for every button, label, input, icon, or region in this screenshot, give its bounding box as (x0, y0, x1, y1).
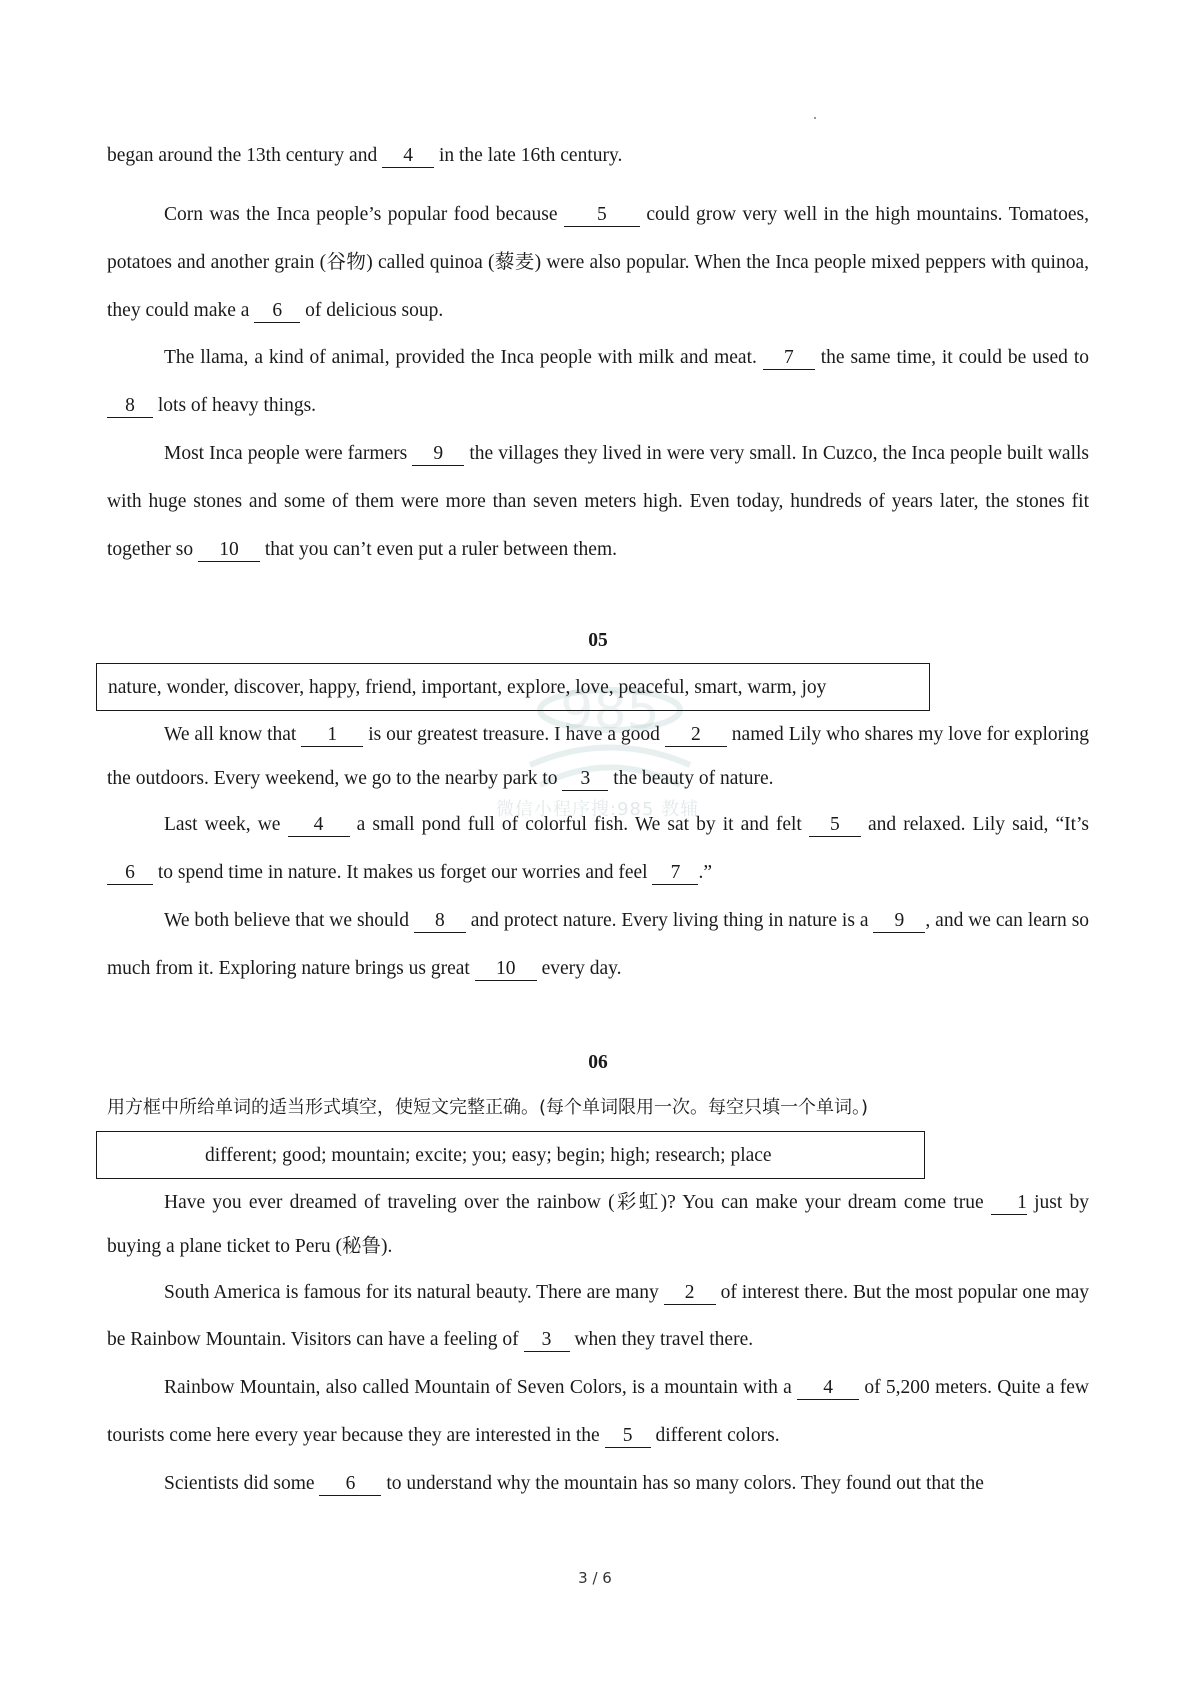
text: and relaxed. Lily said, “It’s (867, 814, 1090, 836)
text: the villages they lived in were very small. In Cuzco, the Inca people built walls with huge stones and some of them were more than seven meters high. Even today, hundreds of years later, the stones fit together so (107, 442, 1089, 560)
answer-blank[interactable]: 7 (763, 347, 815, 370)
text: began around the 13th century and (107, 145, 378, 166)
text: of interest there. But the most popular one may be Rainbow Mountain. Visitors can have a feeling of (107, 1281, 1090, 1351)
paragraph (107, 1269, 1089, 1365)
answer-blank[interactable]: 3 (524, 1329, 570, 1352)
answer-blank[interactable]: 10 (198, 539, 260, 562)
text: Have you ever dreamed of traveling over the rainbow (彩虹)? You can make your dream come true (164, 1191, 984, 1213)
text: lots of heavy things. (157, 395, 317, 417)
answer-blank[interactable]: 9 (412, 443, 464, 466)
answer-blank[interactable]: 6 (107, 862, 153, 885)
text: a small pond full of colorful fish. We sat by it and felt (356, 814, 802, 836)
paragraph (107, 1181, 1089, 1269)
word-bank-box (96, 663, 930, 711)
answer-blank[interactable]: 3 (562, 768, 608, 791)
text: every day. (541, 957, 622, 979)
text: the beauty of nature. (613, 768, 774, 790)
answer-blank[interactable]: 6 (254, 300, 300, 323)
paragraph (107, 191, 1089, 334)
text: We all know that (164, 724, 297, 746)
answer-blank[interactable]: 9 (873, 910, 925, 933)
paragraph (107, 897, 1089, 993)
text: and protect nature. Every living thing in nature is a (470, 909, 869, 931)
text: , and we can learn so much from it. Exploring nature brings us great (107, 909, 1090, 979)
answer-blank[interactable]: 2 (664, 1282, 716, 1305)
document-content (107, 144, 1089, 1508)
stray-dot (814, 117, 816, 119)
answer-blank[interactable]: 8 (107, 395, 153, 418)
answer-blank[interactable]: 1 (991, 1192, 1027, 1215)
text: just by buying a plane ticket to Peru (秘鲁). (107, 1191, 1089, 1257)
section-number: 05 (588, 630, 608, 652)
answer-blank[interactable]: 4 (288, 814, 350, 837)
text: in the late 16th century. (438, 145, 623, 166)
text: We both believe that we should (164, 909, 409, 931)
text: named Lily who shares my love for exploring the outdoors. Every weekend, we go to the nearby park to (107, 724, 1090, 790)
answer-blank[interactable]: 4 (382, 145, 434, 168)
answer-blank[interactable]: 5 (605, 1425, 651, 1448)
paragraph (107, 1364, 1089, 1460)
answer-blank[interactable]: 5 (809, 814, 861, 837)
text: Last week, we (164, 814, 281, 836)
answer-blank[interactable]: 8 (414, 910, 466, 933)
answer-blank[interactable]: 6 (319, 1473, 381, 1496)
word-bank-text: nature, wonder, discover, happy, friend, important, explore, love, peaceful, smart, warm, joy (108, 677, 827, 699)
text: is our greatest treasure. I have a good (368, 724, 660, 746)
text: South America is famous for its natural beauty. There are many (164, 1281, 659, 1303)
paragraph (107, 144, 1089, 168)
paragraph (107, 430, 1089, 573)
text: could grow very well in the high mountains. Tomatoes, potatoes and another grain (谷物) called quinoa (藜麦) were also popular. When the Inca people mixed peppers with quinoa, they could make a (107, 204, 1089, 321)
text: when they travel there. (574, 1329, 754, 1351)
paragraph (107, 801, 1089, 897)
answer-blank[interactable]: 4 (797, 1377, 859, 1400)
text: that you can’t even put a ruler between them. (264, 538, 617, 560)
answer-blank[interactable]: 2 (665, 724, 727, 747)
text: Rainbow Mountain, also called Mountain of Seven Colors, is a mountain with a (164, 1377, 792, 1399)
section-number: 06 (588, 1051, 608, 1073)
answer-blank[interactable]: 5 (564, 204, 640, 227)
text: the same time, it could be used to (820, 347, 1090, 369)
text: of delicious soup. (305, 299, 444, 321)
text: of 5,200 meters. Quite a few tourists come here every year because they are interested in the (107, 1377, 1090, 1446)
text: to understand why the mountain has so many colors. They found out that the (386, 1472, 984, 1494)
text: .” (698, 862, 712, 884)
text: different colors. (655, 1424, 780, 1446)
text: The llama, a kind of animal, provided the Inca people with milk and meat. (164, 347, 757, 369)
paragraph (107, 713, 1089, 801)
answer-blank[interactable]: 7 (652, 862, 698, 885)
paragraph (107, 1460, 1089, 1508)
word-bank-text: different; good; mountain; excite; you; easy; begin; high; research; place (205, 1144, 772, 1166)
text: Most Inca people were farmers (164, 442, 408, 464)
answer-blank[interactable]: 1 (301, 724, 363, 747)
svg-text:985: 985 (560, 681, 660, 741)
answer-blank[interactable]: 10 (475, 958, 537, 981)
text: Scientists did some (164, 1472, 315, 1494)
text: Corn was the Inca people’s popular food because (164, 204, 558, 225)
word-bank-box (96, 1131, 925, 1179)
page-number: 3 / 6 (578, 1569, 612, 1587)
instruction: 用方框中所给单词的适当形式填空，使短文完整正确。(每个单词限用一次。每空只填一个单词。) (107, 1096, 869, 1118)
paragraph (107, 334, 1089, 430)
watermark-text: 微信小程序搜:985 教辅 (496, 799, 700, 820)
text: to spend time in nature. It makes us forget our worries and feel (157, 862, 648, 884)
